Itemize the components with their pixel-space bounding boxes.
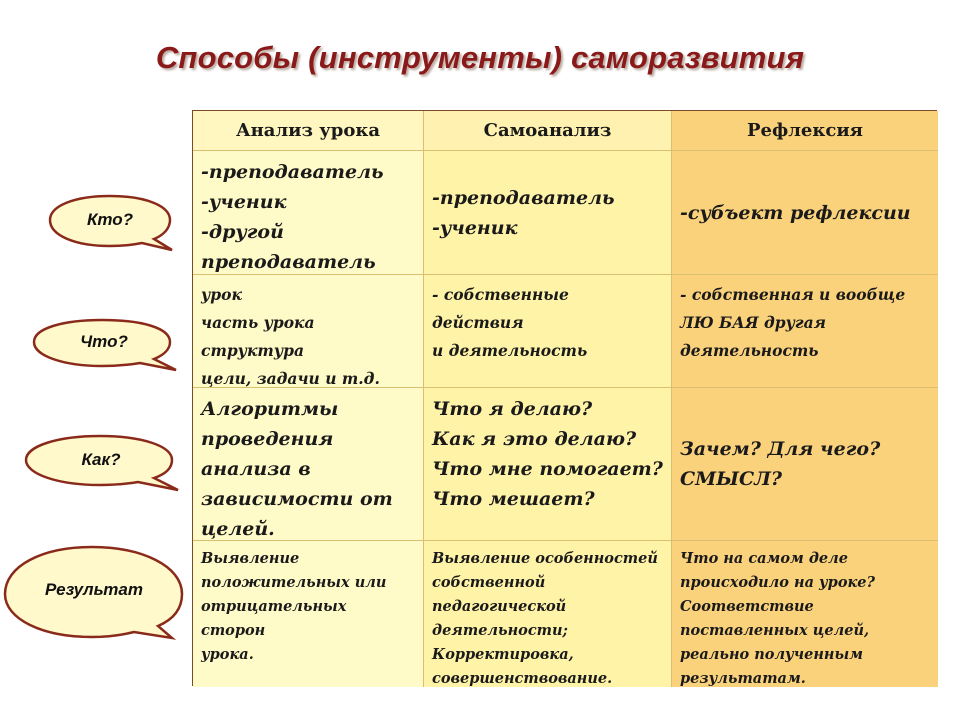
bubble-result <box>2 544 186 640</box>
bubble-label: Как? <box>81 450 121 469</box>
bubble-how <box>22 432 180 492</box>
cell-text: Зачем? Для чего? СМЫСЛ? <box>680 438 881 490</box>
column-header-self-analysis: Самоанализ <box>424 111 672 151</box>
cell-text: -субъект рефлексии <box>680 201 911 224</box>
column-header-lesson-analysis: Анализ урока <box>193 111 424 151</box>
table-cell: Выявление положительных или отрицательных сторон урока. <box>193 541 424 687</box>
comparison-table <box>192 110 937 686</box>
table-cell <box>672 388 938 541</box>
bubble-label: Кто? <box>86 210 134 229</box>
bubble-label: Что? <box>80 332 128 351</box>
table-cell: Что на самом деле происходило на уроке? Соответствие поставленных целей, реально полученным результатам. <box>672 541 938 687</box>
column-header-reflection: Рефлексия <box>672 111 938 151</box>
table-cell: Что я делаю? Как я это делаю? Что мне помогает? Что мешает? <box>424 388 672 541</box>
table-cell: урок часть урока структура цели, задачи и т.д. <box>193 275 424 388</box>
table-cell: -преподаватель -ученик -другой преподаватель <box>193 151 424 275</box>
table-cell: Выявление особенностей собственной педагогической деятельности; Корректировка, совершенствование. <box>424 541 672 687</box>
page-title: Способы (инструменты) саморазвития <box>155 40 805 75</box>
table-cell <box>424 151 672 275</box>
table-cell <box>672 151 938 275</box>
cell-text: -преподаватель -ученик <box>432 186 615 239</box>
bubble-who <box>46 192 174 252</box>
table-cell: - собственные действия и деятельность <box>424 275 672 388</box>
table-cell: - собственная и вообще ЛЮ БАЯ другая деятельность <box>672 275 938 388</box>
bubble-what <box>30 316 178 372</box>
bubble-label: Результат <box>45 580 143 599</box>
table-cell: Алгоритмы проведения анализа в зависимости от целей. <box>193 388 424 541</box>
